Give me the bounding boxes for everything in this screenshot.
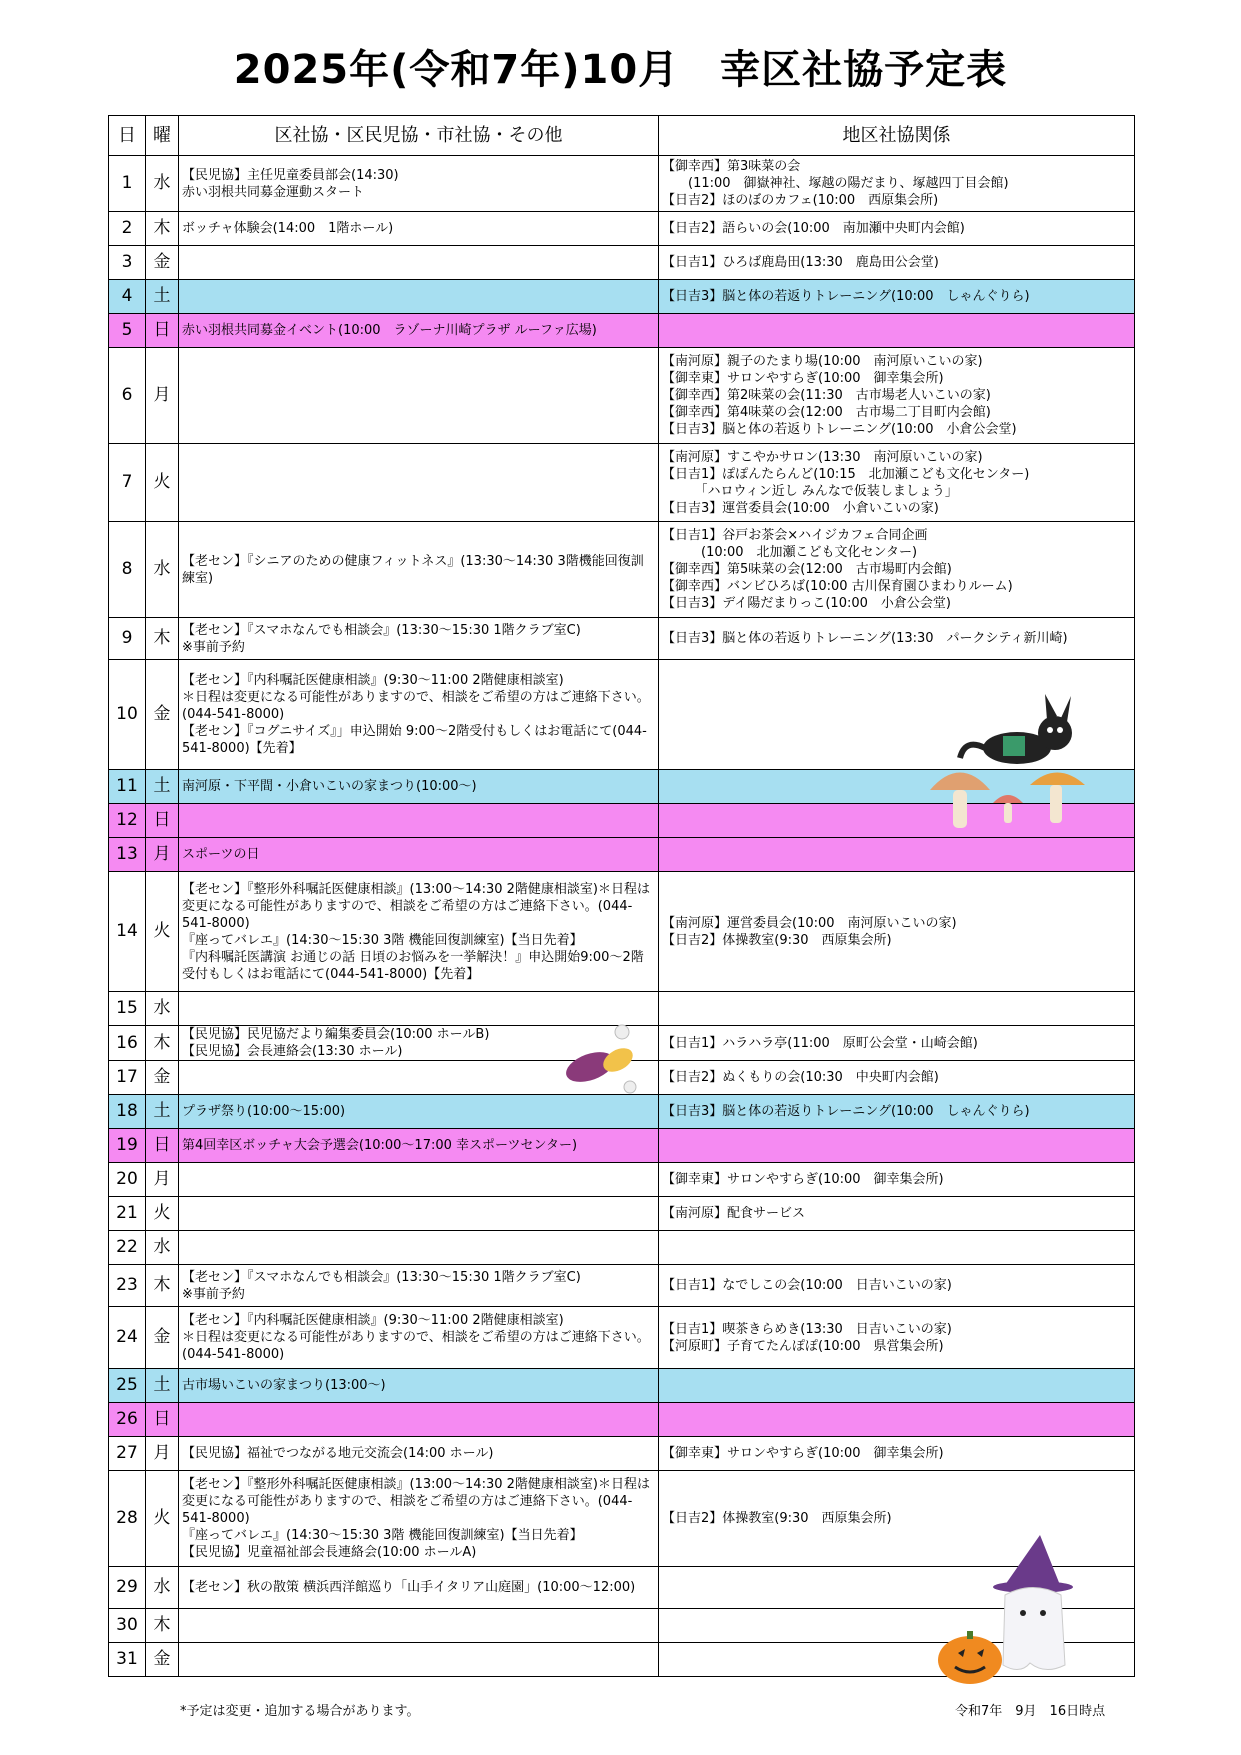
row-weekday: 金: [146, 1061, 179, 1095]
row-day: 10: [109, 660, 146, 770]
row-day: 26: [109, 1403, 146, 1437]
row-day: 23: [109, 1265, 146, 1307]
district-event-line: 第4回幸区ボッチャ大会予選会(10:00～17:00 幸スポーツセンター): [182, 1138, 578, 1153]
row-weekday: 月: [146, 1163, 179, 1197]
schedule-row: [109, 348, 1135, 444]
district-event-line: 【民児協】民児協だより編集委員会(10:00 ホールB): [182, 1027, 490, 1042]
row-district-events: [179, 314, 659, 348]
row-day: 13: [109, 838, 146, 872]
district-event-line: 赤い羽根共同募金運動スタート: [182, 184, 365, 200]
row-day: 18: [109, 1095, 146, 1129]
row-local-events: [659, 1307, 1135, 1369]
local-event-line: 【南河原】親子のたまり場(10:00 南河原いこいの家): [662, 354, 983, 369]
row-district-events: [179, 1437, 659, 1471]
schedule-row: [109, 1129, 1135, 1163]
district-event-line: 南河原・下平間・小倉いこいの家まつり(10:00～): [182, 779, 477, 794]
row-district-events: [179, 1231, 659, 1265]
district-event-line: ＊日程は変更になる可能性がありますので、相談をご希望の方はご連絡下さい。(044-541-8000): [182, 1330, 650, 1362]
ghost-pumpkin-illustration: [925, 1525, 1095, 1685]
row-local-events: [659, 280, 1135, 314]
local-event-line: 【御幸東】サロンやすらぎ(10:00 御幸集会所): [662, 1172, 944, 1187]
schedule-row: [109, 314, 1135, 348]
row-local-events: [659, 1197, 1135, 1231]
district-event-line: 古市場いこいの家まつり(13:00～): [182, 1378, 386, 1393]
row-district-events: [179, 1609, 659, 1643]
row-local-events: [659, 1026, 1135, 1061]
row-district-events: [179, 348, 659, 444]
row-district-events: [179, 212, 659, 246]
header-district: 区社協・区民児協・市社協・その他: [179, 116, 659, 156]
schedule-row: [109, 246, 1135, 280]
row-district-events: [179, 804, 659, 838]
district-event-line: 【老セン】『スマホなんでも相談会』(13:30～15:30 1階クラブ室C): [182, 1269, 581, 1285]
header-day: 日: [109, 116, 146, 156]
local-event-line: 【御幸東】サロンやすらぎ(10:00 御幸集会所): [662, 371, 944, 386]
local-event-line: 【南河原】配食サービス: [662, 1206, 806, 1221]
row-day: 21: [109, 1197, 146, 1231]
schedule-row: [109, 1307, 1135, 1369]
district-event-line: ＊日程は変更になる可能性がありますので、相談をご希望の方はご連絡下さい。(044-541-8000): [182, 690, 650, 722]
row-local-events: [659, 992, 1135, 1026]
district-event-line: プラザ祭り(10:00～15:00): [182, 1104, 346, 1119]
row-weekday: 木: [146, 212, 179, 246]
local-event-line: 【日吉3】脳と体の若返りトレーニング(13:30 パークシティ新川崎): [662, 631, 1068, 646]
local-event-line: 【日吉1】喫茶きらめき(13:30 日吉いこいの家): [662, 1321, 952, 1337]
row-local-events: [659, 1265, 1135, 1307]
local-event-line: 【日吉1】谷戸お茶会×ハイジカフェ合同企画: [662, 528, 928, 543]
row-weekday: 水: [146, 1567, 179, 1609]
district-event-line: 【老セン】『整形外科嘱託医健康相談』(13:00～14:30 2階健康相談室)＊日程は変更になる可能性がありますので、相談をご希望の方はご連絡下さい。(044-541-8000): [182, 1477, 650, 1526]
row-day: 7: [109, 444, 146, 522]
row-day: 11: [109, 770, 146, 804]
schedule-row: [109, 1437, 1135, 1471]
row-day: 30: [109, 1609, 146, 1643]
local-event-line: 【日吉3】運営委員会(10:00 小倉いこいの家): [662, 500, 939, 516]
row-local-events: [659, 618, 1135, 660]
row-day: 16: [109, 1026, 146, 1061]
header-row: [109, 116, 1135, 156]
district-event-line: スポーツの日: [182, 847, 260, 862]
row-weekday: 水: [146, 992, 179, 1026]
page-title: 2025年(令和7年)10月 幸区社協予定表: [233, 47, 1008, 93]
row-local-events: [659, 1061, 1135, 1095]
row-weekday: 火: [146, 1197, 179, 1231]
row-district-events: [179, 444, 659, 522]
footer-as-of: 令和7年 9月 16日時点: [955, 1704, 1106, 1719]
row-district-events: [179, 1129, 659, 1163]
district-event-line: 『座ってバレエ』(14:30～15:30 3階 機能回復訓練室)【当日先着】: [182, 932, 583, 948]
schedule-table: [108, 115, 1135, 1677]
schedule-row: [109, 838, 1135, 872]
row-weekday: 木: [146, 618, 179, 660]
row-local-events: [659, 1403, 1135, 1437]
row-weekday: 金: [146, 246, 179, 280]
local-event-line: 【御幸西】第4味菜の会(12:00 古市場二丁目町内会館): [662, 405, 991, 420]
district-event-line: 【老セン】秋の散策 横浜西洋館巡り「山手イタリア山庭園」(10:00～12:00): [182, 1580, 636, 1595]
row-weekday: 日: [146, 804, 179, 838]
row-weekday: 日: [146, 1403, 179, 1437]
schedule-row: [109, 1163, 1135, 1197]
row-weekday: 木: [146, 1265, 179, 1307]
row-local-events: [659, 1231, 1135, 1265]
schedule-row: [109, 992, 1135, 1026]
row-day: 17: [109, 1061, 146, 1095]
row-weekday: 金: [146, 660, 179, 770]
schedule-row: [109, 1095, 1135, 1129]
row-day: 29: [109, 1567, 146, 1609]
schedule-row: [109, 1197, 1135, 1231]
schedule-row: [109, 212, 1135, 246]
row-weekday: 日: [146, 314, 179, 348]
row-local-events: [659, 522, 1135, 618]
row-weekday: 火: [146, 872, 179, 992]
row-weekday: 月: [146, 348, 179, 444]
schedule-row: [109, 522, 1135, 618]
row-local-events: [659, 444, 1135, 522]
local-event-line: (11:00 御嶽神社、塚越の陽だまり、塚越四丁目会館): [662, 176, 1009, 191]
row-local-events: [659, 1129, 1135, 1163]
row-day: 24: [109, 1307, 146, 1369]
row-district-events: [179, 246, 659, 280]
row-weekday: 金: [146, 1643, 179, 1677]
row-weekday: 水: [146, 156, 179, 212]
local-event-line: 【日吉1】ハラハラ亭(11:00 原町公会堂・山崎会館): [662, 1035, 978, 1051]
schedule-row: [109, 1369, 1135, 1403]
district-event-line: 【老セン】『整形外科嘱託医健康相談』(13:00～14:30 2階健康相談室)＊日程は変更になる可能性がありますので、相談をご希望の方はご連絡下さい。(044-541-8000): [182, 881, 650, 931]
row-district-events: [179, 1197, 659, 1231]
row-local-events: [659, 1095, 1135, 1129]
row-district-events: [179, 1163, 659, 1197]
row-weekday: 火: [146, 1471, 179, 1567]
row-day: 31: [109, 1643, 146, 1677]
row-day: 3: [109, 246, 146, 280]
district-event-line: 『内科嘱託医講演 お通じの話 日頃のお悩みを一挙解決！』申込開始9:00～2階受付もしくはお電話にて(044-541-8000)【先着】: [182, 949, 644, 982]
local-event-line: 【日吉2】ほのぼのカフェ(10:00 西原集会所): [662, 193, 939, 208]
row-weekday: 土: [146, 1095, 179, 1129]
row-day: 15: [109, 992, 146, 1026]
district-event-line: 【老セン】『スマホなんでも相談会』(13:30～15:30 1階クラブ室C): [182, 622, 581, 638]
row-weekday: 月: [146, 1437, 179, 1471]
schedule-row: [109, 1265, 1135, 1307]
row-weekday: 土: [146, 280, 179, 314]
row-local-events: [659, 1163, 1135, 1197]
row-weekday: 月: [146, 838, 179, 872]
local-event-line: 【南河原】すこやかサロン(13:30 南河原いこいの家): [662, 449, 983, 465]
row-local-events: [659, 838, 1135, 872]
row-weekday: 日: [146, 1129, 179, 1163]
row-local-events: [659, 1369, 1135, 1403]
row-district-events: [179, 992, 659, 1026]
row-local-events: [659, 212, 1135, 246]
row-district-events: [179, 156, 659, 212]
local-event-line: 【御幸東】サロンやすらぎ(10:00 御幸集会所): [662, 1446, 944, 1461]
row-district-events: [179, 660, 659, 770]
local-event-line: 「ハロウィン近し みんなで仮装しましょう」: [662, 483, 958, 499]
district-event-line: 赤い羽根共同募金イベント(10:00 ラゾーナ川崎プラザ ルーファ広場): [182, 323, 597, 338]
row-weekday: 木: [146, 1026, 179, 1061]
district-event-line: 【民児協】主任児童委員部会(14:30): [182, 167, 399, 183]
schedule-row: [109, 280, 1135, 314]
row-district-events: [179, 1643, 659, 1677]
local-event-line: 【河原町】子育てたんぽぽ(10:00 県営集会所): [662, 1338, 944, 1354]
row-day: 1: [109, 156, 146, 212]
row-district-events: [179, 1307, 659, 1369]
local-event-line: 【御幸西】バンビひろば(10:00 古川保育園ひまわりルーム): [662, 579, 1013, 594]
header-local: 地区社協関係: [659, 116, 1135, 156]
sweet-potato-illustration: [560, 1022, 650, 1097]
row-district-events: [179, 1265, 659, 1307]
row-day: 8: [109, 522, 146, 618]
row-weekday: 木: [146, 1609, 179, 1643]
district-event-line: ※事前予約: [182, 639, 245, 655]
row-weekday: 水: [146, 1231, 179, 1265]
row-local-events: [659, 156, 1135, 212]
schedule-row: [109, 1231, 1135, 1265]
row-day: 5: [109, 314, 146, 348]
local-event-line: 【日吉2】体操教室(9:30 西原集会所): [662, 932, 892, 948]
row-day: 2: [109, 212, 146, 246]
district-event-line: 【民児協】福祉でつながる地元交流会(14:00 ホール): [182, 1446, 494, 1461]
row-weekday: 土: [146, 1369, 179, 1403]
row-weekday: 水: [146, 522, 179, 618]
district-event-line: 【民児協】会長連絡会(13:30 ホール): [182, 1044, 403, 1059]
district-event-line: 【老セン】『内科嘱託医健康相談』(9:30～11:00 2階健康相談室): [182, 673, 564, 688]
row-day: 27: [109, 1437, 146, 1471]
row-day: 12: [109, 804, 146, 838]
local-event-line: 【御幸西】第5味菜の会(12:00 古市場町内会館): [662, 562, 952, 577]
row-district-events: [179, 1095, 659, 1129]
local-event-line: 【日吉3】脳と体の若返りトレーニング(10:00 しゃんぐりら): [662, 289, 1030, 304]
row-district-events: [179, 872, 659, 992]
schedule-row: [109, 156, 1135, 212]
row-weekday: 土: [146, 770, 179, 804]
row-day: 20: [109, 1163, 146, 1197]
district-event-line: 『座ってバレエ』(14:30～15:30 3階 機能回復訓練室)【当日先着】: [182, 1528, 583, 1543]
row-district-events: [179, 280, 659, 314]
local-event-line: 【御幸西】第2味菜の会(11:30 古市場老人いこいの家): [662, 388, 991, 403]
local-event-line: 【日吉1】ひろば鹿島田(13:30 鹿島田公会堂): [662, 255, 939, 270]
district-event-line: ボッチャ体験会(14:00 1階ホール): [182, 221, 394, 236]
row-local-events: [659, 246, 1135, 280]
district-event-line: 【老セン】『内科嘱託医健康相談』(9:30～11:00 2階健康相談室): [182, 1313, 564, 1328]
local-event-line: 【日吉3】脳と体の若返りトレーニング(10:00 しゃんぐりら): [662, 1104, 1030, 1119]
local-event-line: 【南河原】運営委員会(10:00 南河原いこいの家): [662, 915, 957, 931]
row-local-events: [659, 872, 1135, 992]
row-district-events: [179, 838, 659, 872]
row-local-events: [659, 348, 1135, 444]
local-event-line: 【日吉1】ぽぽんたらんど(10:15 北加瀬こども文化センター): [662, 466, 1030, 482]
local-event-line: 【日吉2】ぬくもりの会(10:30 中央町内会館): [662, 1070, 939, 1085]
district-event-line: 【老セン】『コグニサイズ』」申込開始 9:00～2階受付もしくはお電話にて(044-541-8000)【先着】: [182, 724, 647, 756]
district-event-line: ※事前予約: [182, 1286, 245, 1302]
schedule-row: [109, 618, 1135, 660]
row-district-events: [179, 1567, 659, 1609]
schedule-row: [109, 444, 1135, 522]
row-day: 14: [109, 872, 146, 992]
row-district-events: [179, 770, 659, 804]
local-event-line: (10:00 北加瀬こども文化センター): [662, 545, 918, 560]
row-weekday: 金: [146, 1307, 179, 1369]
footer-note: *予定は変更・追加する場合があります。: [180, 1704, 420, 1719]
district-event-line: 【民児協】児童福祉部会長連絡会(10:00 ホールA): [182, 1545, 477, 1560]
schedule-row: [109, 1403, 1135, 1437]
local-event-line: 【日吉3】脳と体の若返りトレーニング(10:00 小倉公会堂): [662, 422, 1017, 437]
row-district-events: [179, 522, 659, 618]
local-event-line: 【日吉2】語らいの会(10:00 南加瀬中央町内会館): [662, 221, 965, 236]
row-district-events: [179, 1471, 659, 1567]
row-district-events: [179, 1369, 659, 1403]
header-weekday: 曜: [146, 116, 179, 156]
mushroom-illustration: [925, 755, 1095, 835]
local-event-line: 【日吉3】デイ陽だまりっこ(10:00 小倉公会堂): [662, 596, 951, 611]
row-day: 19: [109, 1129, 146, 1163]
row-local-events: [659, 314, 1135, 348]
row-day: 4: [109, 280, 146, 314]
row-day: 9: [109, 618, 146, 660]
row-district-events: [179, 618, 659, 660]
district-event-line: 【老セン】『シニアのための健康フィットネス』(13:30～14:30 3階機能回復訓練室): [182, 553, 644, 586]
row-day: 25: [109, 1369, 146, 1403]
row-day: 6: [109, 348, 146, 444]
schedule-row: [109, 872, 1135, 992]
row-local-events: [659, 1437, 1135, 1471]
row-district-events: [179, 1403, 659, 1437]
local-event-line: 【日吉2】体操教室(9:30 西原集会所): [662, 1511, 892, 1526]
local-event-line: 【御幸西】第3味菜の会: [662, 159, 801, 174]
row-weekday: 火: [146, 444, 179, 522]
local-event-line: 【日吉1】なでしこの会(10:00 日吉いこいの家): [662, 1278, 952, 1293]
row-day: 22: [109, 1231, 146, 1265]
row-day: 28: [109, 1471, 146, 1567]
